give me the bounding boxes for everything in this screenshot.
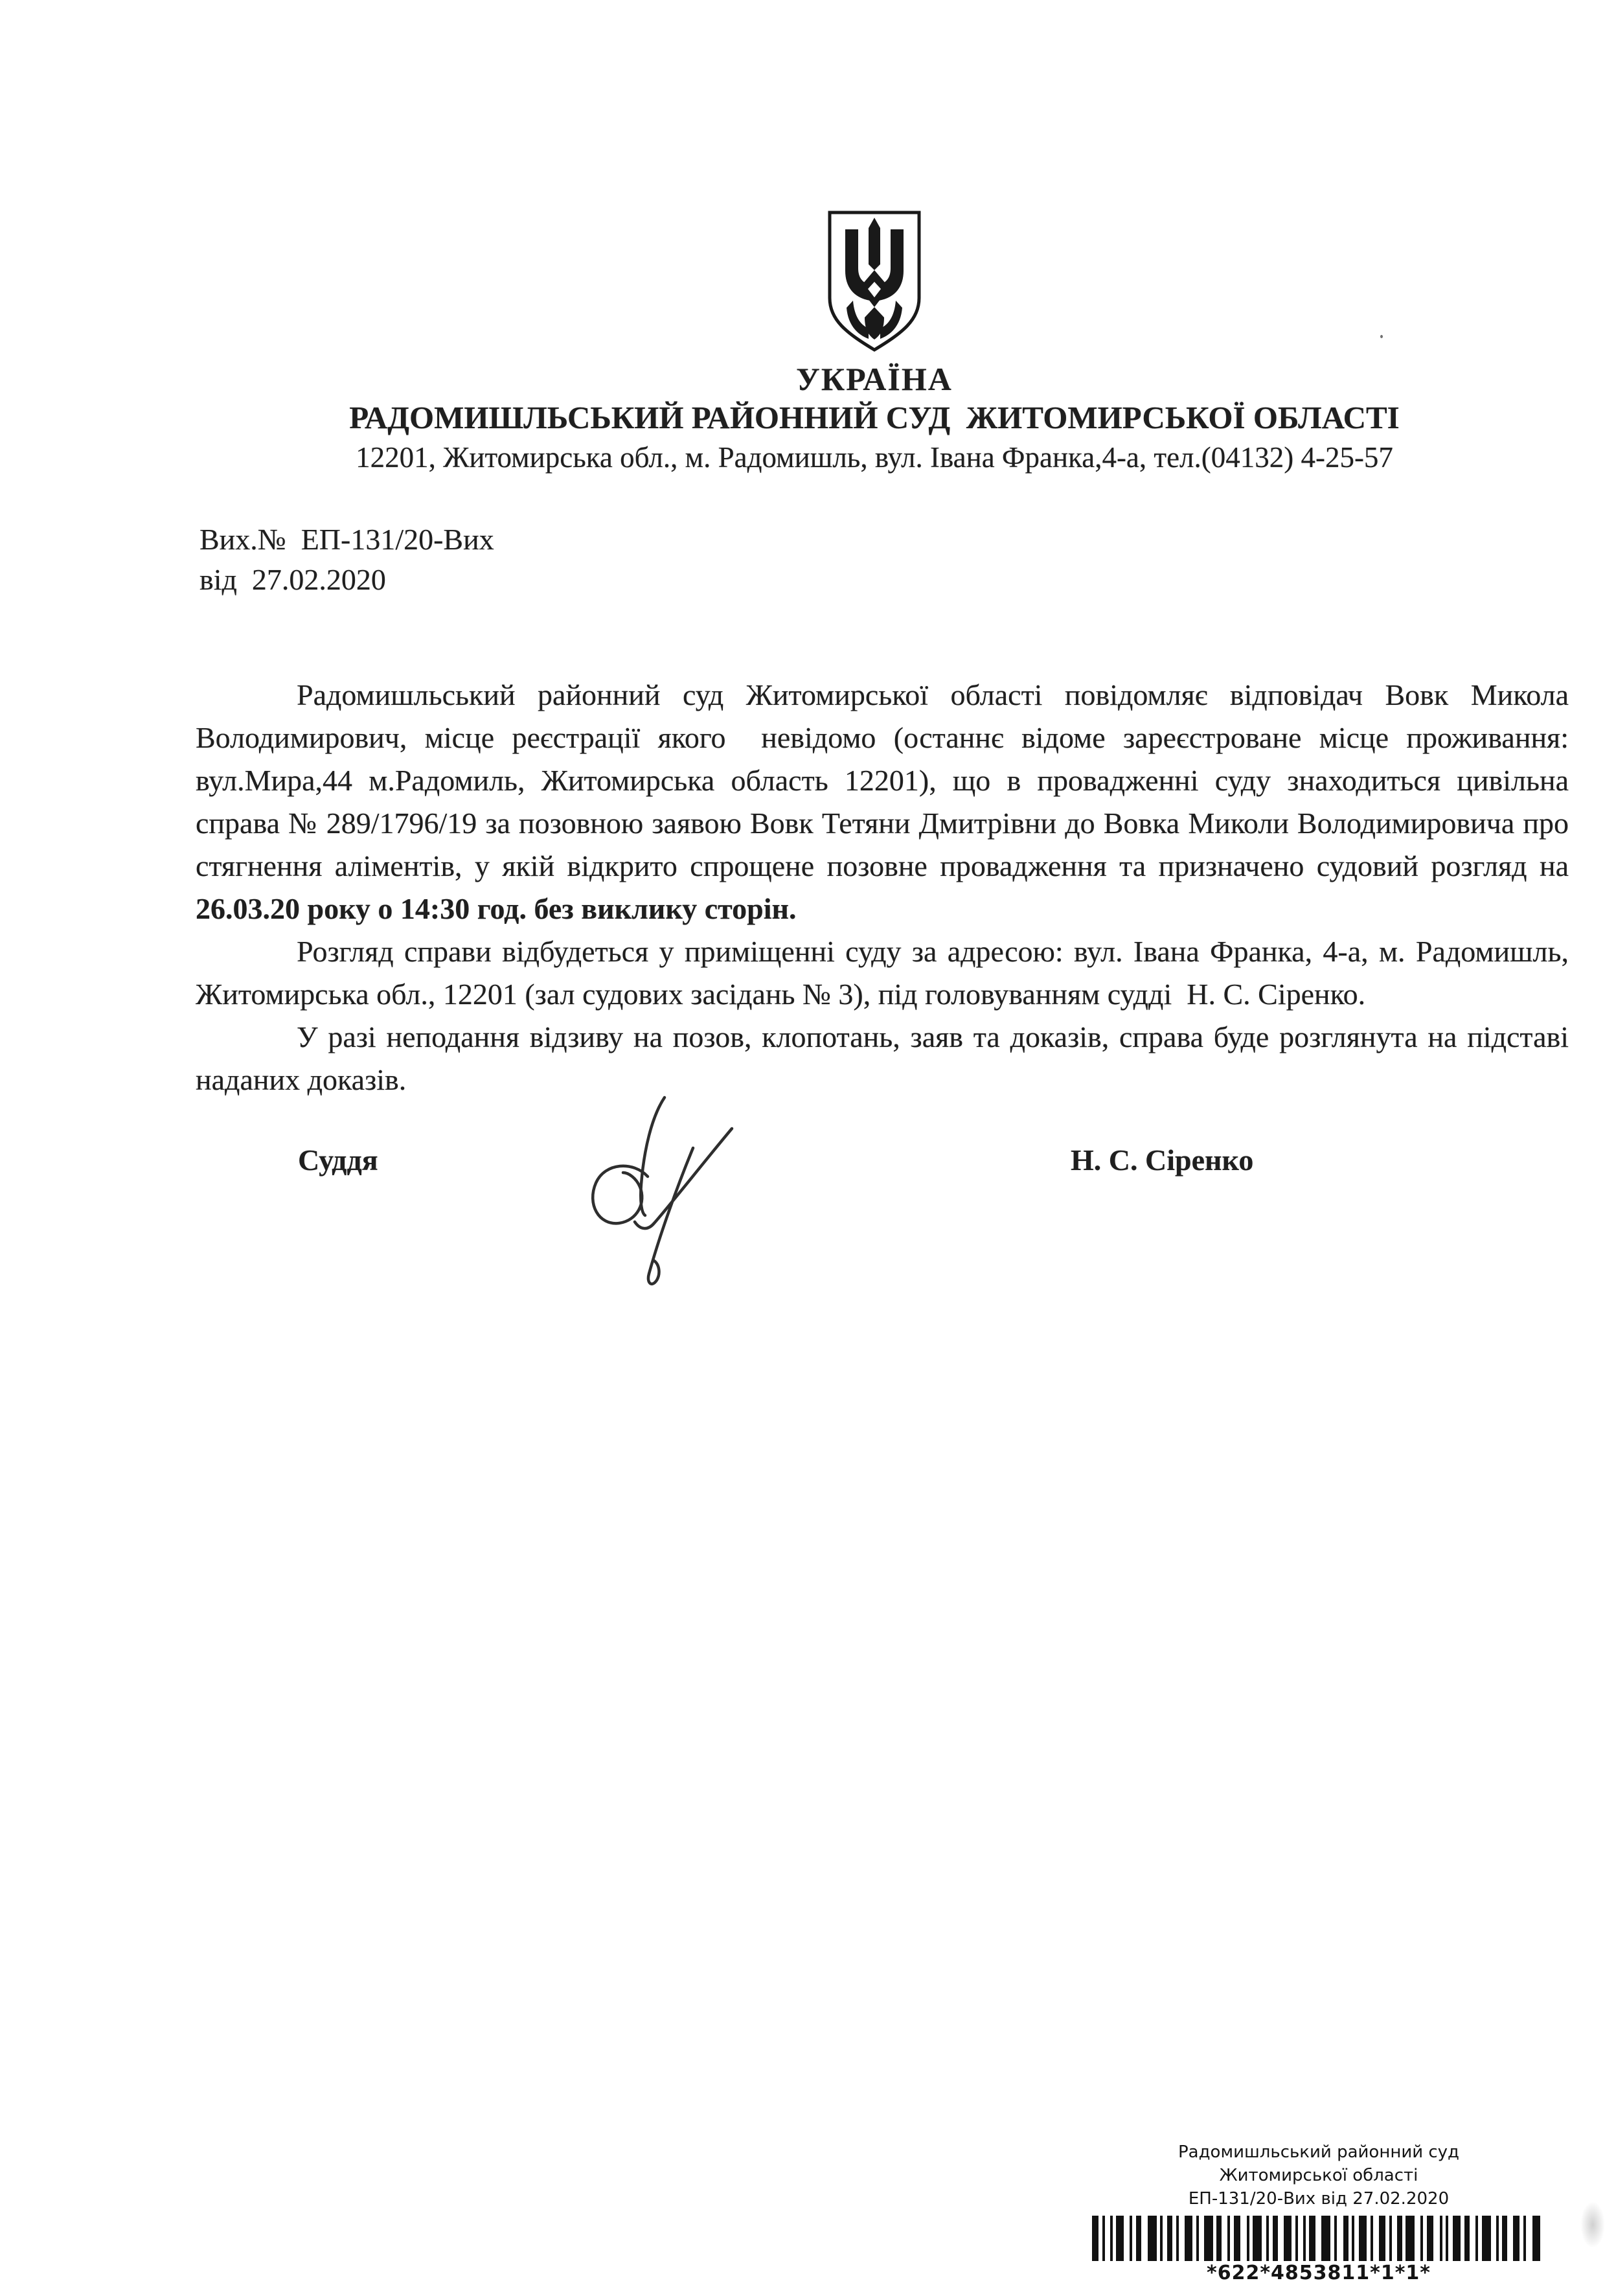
barcode <box>1092 2216 1545 2261</box>
stamp-court-line2: Житомирської області <box>1219 2166 1418 2185</box>
scan-artifact-smudge <box>1580 2201 1605 2248</box>
judge-name: Н. С. Сіренко <box>1071 1143 1254 1177</box>
court-name: РАДОМИШЛЬСЬКИЙ РАЙОННИЙ СУД ЖИТОМИРСЬКОЇ ОБЛАСТІ <box>349 400 1400 435</box>
barcode-value: *622*4853811*1*1* <box>1207 2262 1431 2284</box>
paragraph-1 <box>196 674 1576 930</box>
judge-handwritten-signature <box>538 1088 810 1302</box>
paragraph-1-hearing-date: 26.03.20 року о 14:30 год. без виклику сторін. <box>196 892 797 925</box>
stamp-ref-line: ЕП-131/20-Вих від 27.02.2020 <box>1188 2189 1450 2209</box>
paragraph-2: Розгляд справи відбудеться у приміщенні суду за адресою: вул. Івана Франка, 4-а, м. Радомишль, Житомирська обл., 12201 (зал судових засідань № 3), під головуванням судді Н. С. Сіренко. <box>196 935 1576 1011</box>
country-title: УКРАЇНА <box>796 361 953 397</box>
ref-number: Вих.№ ЕП-131/20-Вих <box>199 523 494 556</box>
letter-body <box>196 674 1576 1101</box>
scan-artifact-speck <box>1380 335 1383 338</box>
ref-date: від 27.02.2020 <box>199 563 386 596</box>
judge-role-label: Суддя <box>298 1143 378 1177</box>
stamp-court-line1: Радомишльський районний суд <box>1178 2142 1460 2162</box>
court-address: 12201, Житомирська обл., м. Радомишль, вул. Івана Франка,4-а, тел.(04132) 4-25-57 <box>356 441 1393 474</box>
paragraph-1-text: Радомишльський районний суд Житомирської області повідомляє відповідач Вовк Микола Володимирович, місце реєстрації якого невідомо (останнє відоме зареєстроване місце проживання: вул.Мира,44 м.Радомиль, Житомирська область 12201), що в провадженні суду знаходиться цивільна справа № 289/1796/19 за позовною заявою Вовк Тетяни Дмитрівни до Вовка Миколи Володимировича про стягнення аліментів, у якій відкрито спрощене позовне провадження та призначено судовий розгляд на <box>196 678 1576 882</box>
paragraph-3: У разі неподання відзиву на позов, клопотань, заяв та доказів, справа буде розглянута на підставі наданих доказів. <box>196 1020 1576 1096</box>
registration-stamp <box>1092 2141 1545 2284</box>
ukraine-trident-emblem-icon <box>819 206 929 358</box>
